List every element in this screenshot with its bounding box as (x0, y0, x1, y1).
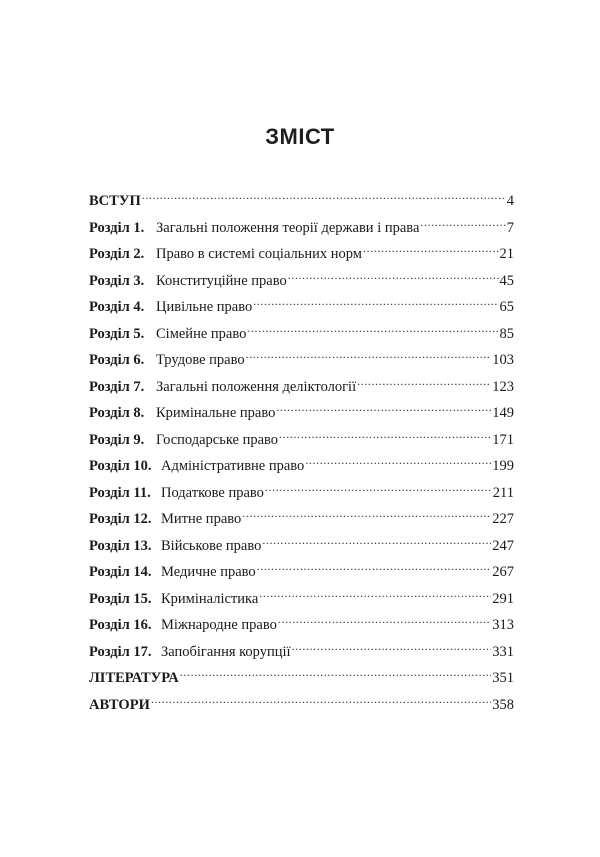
toc-entry-page: 247 (492, 537, 514, 554)
dot-leader (305, 450, 491, 470)
toc-entry-page: 291 (492, 590, 514, 607)
toc-entry-label: Розділ 16. (89, 617, 152, 633)
toc-entry-section-14 (89, 556, 514, 583)
toc-entry-page: 199 (492, 458, 514, 474)
toc-entry-page: 85 (499, 325, 514, 342)
toc-entry-label: Розділ 6. (89, 352, 145, 368)
toc-entry-section-17 (89, 636, 514, 663)
toc-entry-page: 267 (492, 564, 514, 580)
toc-entry-section-9 (89, 424, 514, 451)
toc-entry-page: 331 (492, 643, 514, 660)
toc-entry-title: Право в системі соціальних норм (156, 246, 362, 262)
toc-entry-label: Розділ 2. (89, 246, 145, 262)
toc-entry-section-12 (89, 503, 514, 530)
dot-leader (151, 689, 491, 709)
toc-entry-title: Військове право (161, 537, 262, 554)
toc-entry-label: Розділ 4. (89, 299, 145, 315)
dot-leader (242, 503, 491, 523)
toc-entry-label: Розділ 15. (89, 590, 152, 607)
toc-entry-label: Розділ 13. (89, 537, 152, 554)
toc-entry-label: Розділ 11. (89, 484, 151, 501)
toc-entry-title: Трудове право (156, 352, 245, 368)
toc-entry-page: 103 (492, 352, 514, 368)
toc-entry-title: Запобігання корупції (161, 643, 291, 660)
toc-entry-page: 4 (506, 193, 514, 209)
dot-leader (357, 371, 491, 391)
dot-leader (257, 556, 492, 576)
toc-entry-title: Міжнародне право (161, 617, 277, 633)
toc-entry-title: Медичне право (161, 564, 256, 580)
table-of-contents (89, 185, 514, 715)
toc-entry-section-16 (89, 609, 514, 636)
toc-entry-section-1 (89, 212, 514, 239)
toc-entry-section-13 (89, 530, 514, 557)
dot-leader (279, 424, 491, 444)
toc-entry-label: Розділ 17. (89, 643, 152, 660)
toc-entry-title: Загальні положення деліктології (156, 378, 357, 395)
dot-leader (363, 238, 499, 258)
dot-leader (276, 397, 491, 417)
toc-entry-page: 7 (506, 219, 514, 236)
toc-entry-title: Цивільне право (156, 299, 253, 315)
dot-leader (253, 291, 498, 311)
toc-entry-section-6 (89, 344, 514, 371)
toc-entry-title: Адміністративне право (161, 458, 305, 474)
toc-entry-label: АВТОРИ (89, 696, 150, 713)
toc-entry-intro (89, 185, 514, 212)
toc-entry-label: ВСТУП (89, 193, 141, 209)
toc-entry-label: Розділ 9. (89, 431, 145, 448)
toc-entry-page: 149 (492, 405, 514, 421)
toc-entry-section-7 (89, 371, 514, 398)
toc-entry-authors (89, 689, 514, 716)
toc-entry-title: Криміналістика (161, 590, 259, 607)
toc-entry-literature (89, 662, 514, 689)
toc-entry-page: 211 (492, 484, 514, 501)
toc-entry-section-10 (89, 450, 514, 477)
page-title: ЗМІСТ (265, 124, 335, 149)
toc-entry-label: Розділ 14. (89, 564, 152, 580)
dot-leader (288, 265, 499, 285)
dot-leader (259, 583, 491, 603)
toc-entry-label: Розділ 8. (89, 405, 145, 421)
dot-leader (292, 636, 492, 656)
dot-leader (278, 609, 491, 629)
toc-entry-page: 21 (499, 246, 514, 262)
dot-leader (420, 212, 505, 232)
toc-entry-title: Податкове право (161, 484, 264, 501)
toc-entry-page: 313 (492, 617, 514, 633)
toc-entry-title: Загальні положення теорії держави і права (156, 219, 420, 236)
dot-leader (246, 344, 492, 364)
toc-entry-title: Сімейне право (156, 325, 247, 342)
toc-entry-label: ЛІТЕРАТУРА (89, 670, 179, 686)
toc-entry-title: Кримінальне право (156, 405, 276, 421)
toc-entry-title: Митне право (161, 511, 242, 527)
toc-entry-label: Розділ 5. (89, 325, 145, 342)
toc-entry-page: 123 (492, 378, 514, 395)
toc-entry-section-11 (89, 477, 514, 504)
toc-entry-section-4 (89, 291, 514, 318)
dot-leader (180, 662, 491, 682)
toc-entry-page: 171 (492, 431, 514, 448)
toc-entry-section-3 (89, 265, 514, 292)
dot-leader (262, 530, 491, 550)
toc-entry-label: Розділ 1. (89, 219, 145, 236)
dot-leader (142, 185, 506, 205)
dot-leader (265, 477, 492, 497)
toc-entry-label: Розділ 10. (89, 458, 152, 474)
dot-leader (247, 318, 498, 338)
toc-entry-page: 45 (499, 272, 514, 289)
toc-entry-section-15 (89, 583, 514, 610)
toc-entry-page: 351 (492, 670, 514, 686)
toc-entry-section-8 (89, 397, 514, 424)
toc-entry-section-2 (89, 238, 514, 265)
toc-entry-title: Господарське право (156, 431, 279, 448)
toc-entry-section-5 (89, 318, 514, 345)
toc-entry-page: 227 (492, 511, 514, 527)
toc-entry-label: Розділ 12. (89, 511, 152, 527)
toc-entry-page: 65 (499, 299, 514, 315)
toc-entry-title: Конституційне право (156, 272, 287, 289)
toc-entry-label: Розділ 7. (89, 378, 145, 395)
toc-entry-page: 358 (492, 696, 514, 713)
toc-entry-label: Розділ 3. (89, 272, 145, 289)
